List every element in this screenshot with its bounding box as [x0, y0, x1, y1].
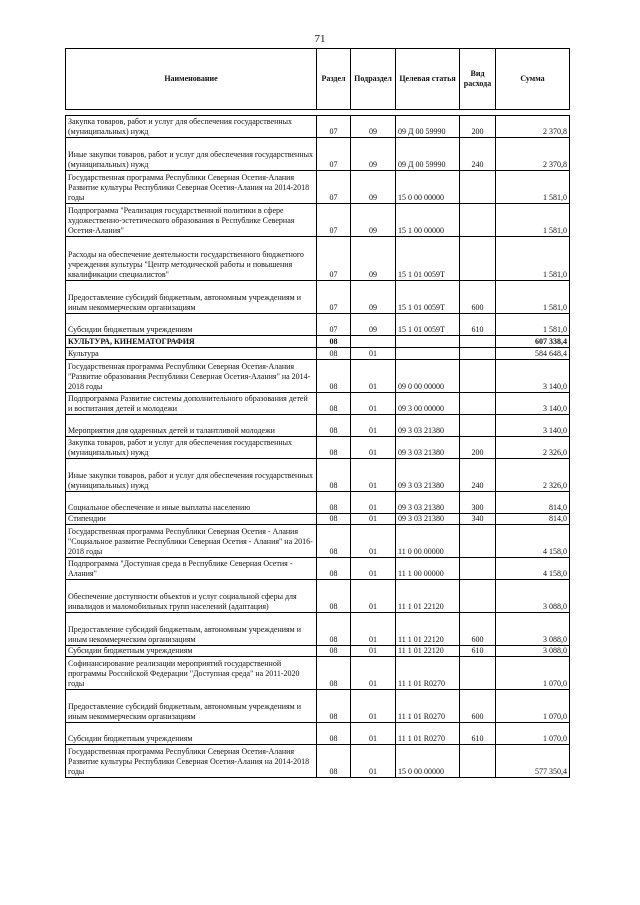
cell-target: 11 1 01 22120 — [396, 580, 460, 613]
cell-sum: 3 088,0 — [496, 613, 570, 646]
cell-section: 08 — [317, 348, 351, 360]
cell-subsection: 01 — [351, 415, 396, 437]
table-body — [66, 116, 570, 778]
cell-sum: 3 140,0 — [496, 393, 570, 415]
cell-name: Расходы на обеспечение деятельности государственного бюджетного учреждения культуры "Центр методической работы и повышения квалификации специалистов" — [66, 237, 317, 281]
cell-name: Закупка товаров, работ и услуг для обеспечения государственных (муниципальных) нужд — [66, 437, 317, 459]
cell-sum: 3 140,0 — [496, 415, 570, 437]
cell-sum: 1 070,0 — [496, 723, 570, 745]
cell-expense-type: 610 — [460, 314, 496, 336]
table-row — [66, 116, 570, 138]
cell-subsection: 09 — [351, 237, 396, 281]
cell-section: 07 — [317, 116, 351, 138]
cell-subsection: 01 — [351, 348, 396, 360]
cell-subsection: 01 — [351, 393, 396, 415]
cell-subsection: 09 — [351, 171, 396, 204]
cell-subsection: 09 — [351, 281, 396, 314]
header-name: Наименование — [66, 49, 317, 110]
cell-sum: 2 370,8 — [496, 116, 570, 138]
cell-expense-type: 200 — [460, 116, 496, 138]
cell-target: 15 0 00 00000 — [396, 745, 460, 778]
cell-sum: 1 581,0 — [496, 204, 570, 237]
table-row — [66, 613, 570, 646]
cell-sum: 814,0 — [496, 514, 570, 525]
cell-name: Иные закупки товаров, работ и услуг для обеспечения государственных (муниципальных) нужд — [66, 459, 317, 492]
table-row — [66, 492, 570, 514]
cell-sum: 577 350,4 — [496, 745, 570, 778]
cell-subsection: 09 — [351, 116, 396, 138]
cell-section: 08 — [317, 437, 351, 459]
cell-section: 08 — [317, 613, 351, 646]
cell-expense-type: 600 — [460, 281, 496, 314]
cell-subsection: 09 — [351, 204, 396, 237]
table-row — [66, 415, 570, 437]
cell-target: 11 1 01 R0270 — [396, 723, 460, 745]
cell-subsection: 01 — [351, 613, 396, 646]
cell-name: Субсидии бюджетным учреждениям — [66, 314, 317, 336]
cell-name: Закупка товаров, работ и услуг для обеспечения государственных (муниципальных) нужд — [66, 116, 317, 138]
cell-target: 15 1 01 0059Т — [396, 237, 460, 281]
cell-expense-type — [460, 580, 496, 613]
cell-target: 09 3 03 21380 — [396, 492, 460, 514]
cell-sum: 4 158,0 — [496, 558, 570, 580]
cell-sum: 1 070,0 — [496, 657, 570, 690]
cell-sum: 1 581,0 — [496, 237, 570, 281]
cell-section: 08 — [317, 415, 351, 437]
cell-expense-type: 200 — [460, 437, 496, 459]
cell-target: 15 0 00 00000 — [396, 171, 460, 204]
cell-section: 08 — [317, 492, 351, 514]
cell-expense-type — [460, 171, 496, 204]
cell-expense-type — [460, 415, 496, 437]
cell-expense-type: 240 — [460, 138, 496, 171]
cell-name: Стипендии — [66, 514, 317, 525]
table-row — [66, 336, 570, 348]
cell-sum: 1 581,0 — [496, 171, 570, 204]
cell-subsection: 01 — [351, 745, 396, 778]
cell-section: 08 — [317, 723, 351, 745]
cell-subsection: 01 — [351, 437, 396, 459]
cell-name: Предоставление субсидий бюджетным, автономным учреждениям и иным некоммерческим организациям — [66, 281, 317, 314]
cell-name: Государственная программа Республики Северная Осетия-Алания Развитие культуры Республики Северная Осетия-Алания на 2014-2018 годы — [66, 171, 317, 204]
table-row — [66, 348, 570, 360]
cell-sum: 2 326,0 — [496, 437, 570, 459]
cell-name: Предоставление субсидий бюджетным, автономным учреждениям и иным некоммерческим организациям — [66, 690, 317, 723]
cell-subsection: 01 — [351, 558, 396, 580]
table-row — [66, 745, 570, 778]
cell-name: Предоставление субсидий бюджетным, автономным учреждениям и иным некоммерческим организациям — [66, 613, 317, 646]
cell-target: 11 1 01 22120 — [396, 646, 460, 657]
cell-target: 15 1 01 0059Т — [396, 281, 460, 314]
cell-section: 08 — [317, 514, 351, 525]
cell-expense-type — [460, 657, 496, 690]
cell-section: 07 — [317, 314, 351, 336]
cell-section: 08 — [317, 525, 351, 558]
table-row — [66, 723, 570, 745]
cell-name: Иные закупки товаров, работ и услуг для обеспечения государственных (муниципальных) нужд — [66, 138, 317, 171]
table-row — [66, 690, 570, 723]
cell-section: 07 — [317, 138, 351, 171]
cell-expense-type: 240 — [460, 459, 496, 492]
cell-sum: 3 088,0 — [496, 580, 570, 613]
cell-target: 09 3 03 21380 — [396, 514, 460, 525]
cell-subsection — [351, 336, 396, 348]
cell-section: 08 — [317, 336, 351, 348]
cell-target: 11 1 01 R0270 — [396, 657, 460, 690]
table-row — [66, 171, 570, 204]
cell-target: 09 3 03 21380 — [396, 437, 460, 459]
cell-expense-type: 340 — [460, 514, 496, 525]
table-row — [66, 437, 570, 459]
table-row — [66, 237, 570, 281]
cell-target: 09 0 00 00000 — [396, 360, 460, 393]
cell-expense-type — [460, 393, 496, 415]
cell-expense-type — [460, 336, 496, 348]
cell-expense-type: 610 — [460, 723, 496, 745]
header-subsection: Подраздел — [351, 49, 396, 110]
cell-sum: 3 088,0 — [496, 646, 570, 657]
cell-name: Государственная программа Республики Северная Осетия-Алания "Развитие образования Республики Северная Осетия-Алания" на 2014-2018 годы — [66, 360, 317, 393]
cell-sum: 1 070,0 — [496, 690, 570, 723]
table-row — [66, 525, 570, 558]
table-row — [66, 459, 570, 492]
table-row — [66, 580, 570, 613]
cell-section: 07 — [317, 171, 351, 204]
table-row — [66, 657, 570, 690]
cell-section: 08 — [317, 459, 351, 492]
cell-sum: 3 140,0 — [496, 360, 570, 393]
cell-subsection: 01 — [351, 723, 396, 745]
cell-expense-type: 610 — [460, 646, 496, 657]
cell-target: 09 Д 00 59990 — [396, 116, 460, 138]
cell-subsection: 01 — [351, 459, 396, 492]
cell-section: 07 — [317, 237, 351, 281]
cell-section: 08 — [317, 360, 351, 393]
cell-expense-type — [460, 525, 496, 558]
header-target: Целевая статья — [396, 49, 460, 110]
table-row — [66, 204, 570, 237]
cell-subsection: 01 — [351, 514, 396, 525]
cell-section: 07 — [317, 204, 351, 237]
cell-name: Подпрограмма Развитие системы дополнительного образования детей и воспитания детей и молодежи — [66, 393, 317, 415]
cell-name: Субсидии бюджетным учреждениям — [66, 723, 317, 745]
table-row — [66, 360, 570, 393]
cell-subsection: 01 — [351, 360, 396, 393]
cell-target: 11 0 00 00000 — [396, 525, 460, 558]
cell-name: Обеспечение доступности объектов и услуг социальной сферы для инвалидов и маломобильных групп населений (адаптация) — [66, 580, 317, 613]
cell-sum: 1 581,0 — [496, 314, 570, 336]
cell-subsection: 01 — [351, 690, 396, 723]
cell-expense-type: 300 — [460, 492, 496, 514]
cell-name: Софинансирование реализации мероприятий государственной программы Российской Федерации "Доступная среда" на 2011-2020 годы — [66, 657, 317, 690]
cell-subsection: 09 — [351, 138, 396, 171]
cell-expense-type — [460, 558, 496, 580]
table-header-row — [66, 49, 570, 110]
cell-expense-type — [460, 360, 496, 393]
cell-name: Социальное обеспечение и иные выплаты населению — [66, 492, 317, 514]
table-row — [66, 558, 570, 580]
table-row — [66, 314, 570, 336]
cell-name: Государственная программа Республики Северная Осетия-Алания Развитие культуры Республики Северная Осетия-Алания на 2014-2018 годы — [66, 745, 317, 778]
table-row — [66, 138, 570, 171]
cell-target: 09 Д 00 59990 — [396, 138, 460, 171]
cell-target: 11 1 01 22120 — [396, 613, 460, 646]
cell-name: Культура — [66, 348, 317, 360]
cell-sum: 607 338,4 — [496, 336, 570, 348]
cell-expense-type — [460, 745, 496, 778]
cell-section: 08 — [317, 646, 351, 657]
cell-subsection: 01 — [351, 580, 396, 613]
cell-target — [396, 348, 460, 360]
header-expense-type: Вид расхода — [460, 49, 496, 110]
cell-sum: 1 581,0 — [496, 281, 570, 314]
cell-sum: 814,0 — [496, 492, 570, 514]
cell-subsection: 01 — [351, 525, 396, 558]
cell-target: 11 1 00 00000 — [396, 558, 460, 580]
cell-sum: 584 648,4 — [496, 348, 570, 360]
table-row — [66, 393, 570, 415]
cell-name: Мероприятия для одаренных детей и талантливой молодежи — [66, 415, 317, 437]
cell-expense-type — [460, 237, 496, 281]
cell-expense-type — [460, 348, 496, 360]
budget-table — [65, 48, 570, 778]
cell-target — [396, 336, 460, 348]
cell-sum: 2 370,8 — [496, 138, 570, 171]
cell-section: 07 — [317, 281, 351, 314]
cell-name: Подпрограмма "Доступная среда в Республике Северная Осетия - Алания" — [66, 558, 317, 580]
cell-target: 09 3 03 21380 — [396, 415, 460, 437]
cell-target: 15 1 00 00000 — [396, 204, 460, 237]
cell-subsection: 01 — [351, 657, 396, 690]
cell-name: Субсидии бюджетным учреждениям — [66, 646, 317, 657]
table-row — [66, 646, 570, 657]
cell-expense-type: 600 — [460, 690, 496, 723]
cell-section: 08 — [317, 393, 351, 415]
table-row — [66, 281, 570, 314]
header-sum: Сумма — [496, 49, 570, 110]
cell-name: Подпрограмма "Реализация государственной политики в сфере художественно-эстетического образования в Республике Северная Осетия-Алания" — [66, 204, 317, 237]
cell-target: 09 3 00 00000 — [396, 393, 460, 415]
cell-section: 08 — [317, 690, 351, 723]
cell-sum: 2 326,0 — [496, 459, 570, 492]
cell-target: 11 1 01 R0270 — [396, 690, 460, 723]
cell-expense-type — [460, 204, 496, 237]
page-number: 71 — [314, 33, 326, 45]
cell-section: 08 — [317, 580, 351, 613]
cell-section: 08 — [317, 657, 351, 690]
cell-name: Государственная программа Республики Северная Осетия - Алания "Социальное развитие Республики Северная Осетия - Алания" на 2016-2018 годы — [66, 525, 317, 558]
cell-subsection: 01 — [351, 646, 396, 657]
cell-target: 09 3 03 21380 — [396, 459, 460, 492]
cell-subsection: 09 — [351, 314, 396, 336]
cell-name: КУЛЬТУРА, КИНЕМАТОГРАФИЯ — [66, 336, 317, 348]
cell-section: 08 — [317, 558, 351, 580]
header-section: Раздел — [317, 49, 351, 110]
cell-section: 08 — [317, 745, 351, 778]
cell-target: 15 1 01 0059Т — [396, 314, 460, 336]
table-row — [66, 514, 570, 525]
cell-sum: 4 158,0 — [496, 525, 570, 558]
cell-expense-type: 600 — [460, 613, 496, 646]
cell-subsection: 01 — [351, 492, 396, 514]
